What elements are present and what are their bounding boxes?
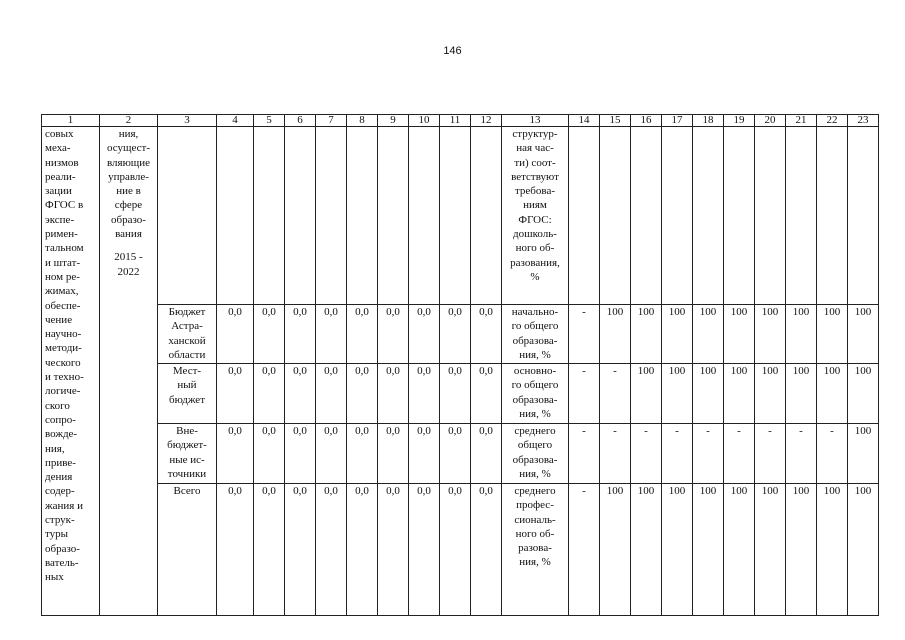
measure-description-cell: совых меха- низмов реали- зации ФГОС в экспе- римен- тальном и штат- ном ре- жимах, обеспе- чение научно- методи- ческого и техно- логиче- ского сопро- вожде- ния, приве- дения содер- жания и струк- туры образо- ватель- ных bbox=[42, 127, 100, 616]
target-value-cell: 100 bbox=[786, 305, 817, 364]
funding-value-cell: 0,0 bbox=[347, 484, 378, 616]
target-value-cell: - bbox=[786, 424, 817, 484]
table-row bbox=[42, 484, 879, 616]
funding-value-cell: 0,0 bbox=[217, 305, 254, 364]
target-value-cell: 100 bbox=[755, 364, 786, 424]
column-number: 7 bbox=[316, 115, 347, 127]
column-number: 18 bbox=[693, 115, 724, 127]
funding-value-cell: 0,0 bbox=[316, 364, 347, 424]
indicator-cell: структур- ная час- ти) соот- ветствуют требова- ниям ФГОС: дошколь- ного об- разования, % bbox=[502, 127, 569, 305]
target-value-cell: - bbox=[755, 424, 786, 484]
target-value-cell: 100 bbox=[848, 305, 879, 364]
column-number: 5 bbox=[254, 115, 285, 127]
period-text: 2015 - 2022 bbox=[114, 251, 143, 278]
target-value-cell: 100 bbox=[631, 305, 662, 364]
table-row bbox=[42, 364, 879, 424]
funding-value-cell: 0,0 bbox=[254, 424, 285, 484]
target-value-cell: 100 bbox=[662, 364, 693, 424]
funding-value-cell: 0,0 bbox=[378, 484, 409, 616]
target-value-cell: - bbox=[817, 424, 848, 484]
target-value-cell: 100 bbox=[755, 305, 786, 364]
target-value-cell: 100 bbox=[693, 484, 724, 616]
funding-value-cell: 0,0 bbox=[347, 364, 378, 424]
funding-value-cell: 0,0 bbox=[440, 305, 471, 364]
target-value-cell: 100 bbox=[848, 424, 879, 484]
funding-value-cell: 0,0 bbox=[409, 424, 440, 484]
target-value-cell: 100 bbox=[786, 484, 817, 616]
target-value-cell: 100 bbox=[600, 305, 631, 364]
funding-value-cell: 0,0 bbox=[254, 305, 285, 364]
target-value-cell: - bbox=[724, 424, 755, 484]
funding-value-cell: 0,0 bbox=[254, 484, 285, 616]
funding-value-cell: 0,0 bbox=[409, 484, 440, 616]
target-value-cell: - bbox=[662, 424, 693, 484]
funding-value-cell: 0,0 bbox=[440, 484, 471, 616]
column-number-row bbox=[42, 115, 879, 127]
target-value-cell: 100 bbox=[662, 484, 693, 616]
column-number: 20 bbox=[755, 115, 786, 127]
funding-value-cell: 0,0 bbox=[316, 305, 347, 364]
funding-value-cell: 0,0 bbox=[217, 364, 254, 424]
column-number: 16 bbox=[631, 115, 662, 127]
funding-value-cell: 0,0 bbox=[285, 484, 316, 616]
funding-value-cell: 0,0 bbox=[378, 364, 409, 424]
page-number: 146 bbox=[443, 45, 462, 57]
column-number: 21 bbox=[786, 115, 817, 127]
funding-value-cell: 0,0 bbox=[409, 364, 440, 424]
target-value-cell: - bbox=[600, 424, 631, 484]
table-row bbox=[42, 305, 879, 364]
column-number: 14 bbox=[569, 115, 600, 127]
target-value-cell: 100 bbox=[817, 484, 848, 616]
target-value-cell: - bbox=[631, 424, 662, 484]
funding-source-cell: Бюджет Астра- ханской области bbox=[158, 305, 217, 364]
column-number: 22 bbox=[817, 115, 848, 127]
funding-value-cell: 0,0 bbox=[285, 424, 316, 484]
funding-source-cell: Всего bbox=[158, 484, 217, 616]
column-number: 4 bbox=[217, 115, 254, 127]
funding-value-cell: 0,0 bbox=[316, 424, 347, 484]
indicator-cell: основно- го общего образова- ния, % bbox=[502, 364, 569, 424]
executor-text: ния, осущест- вляющие управле- ние в сфере образо- вания bbox=[106, 128, 151, 241]
indicator-cell: начально- го общего образова- ния, % bbox=[502, 305, 569, 364]
column-number: 3 bbox=[158, 115, 217, 127]
indicator-cell: среднего профес- сиональ- ного об- разова- ния, % bbox=[502, 484, 569, 616]
table-row bbox=[42, 127, 879, 305]
column-number: 19 bbox=[724, 115, 755, 127]
funding-value-cell: 0,0 bbox=[254, 364, 285, 424]
target-value-cell: - bbox=[569, 424, 600, 484]
target-value-cell: 100 bbox=[662, 305, 693, 364]
funding-source-cell: Мест- ный бюджет bbox=[158, 364, 217, 424]
funding-value-cell: 0,0 bbox=[440, 424, 471, 484]
executor-cell bbox=[100, 127, 158, 616]
target-value-cell: 100 bbox=[693, 305, 724, 364]
funding-value-cell: 0,0 bbox=[409, 305, 440, 364]
target-value-cell: 100 bbox=[600, 484, 631, 616]
target-value-cell: 100 bbox=[631, 364, 662, 424]
target-value-cell: 100 bbox=[724, 364, 755, 424]
funding-value-cell: 0,0 bbox=[471, 305, 502, 364]
target-value-cell: 100 bbox=[848, 484, 879, 616]
column-number: 10 bbox=[409, 115, 440, 127]
target-value-cell: 100 bbox=[693, 364, 724, 424]
target-value-cell: - bbox=[693, 424, 724, 484]
funding-value-cell: 0,0 bbox=[347, 305, 378, 364]
funding-value-cell: 0,0 bbox=[217, 484, 254, 616]
indicator-cell: среднего общего образова- ния, % bbox=[502, 424, 569, 484]
funding-value-cell: 0,0 bbox=[285, 364, 316, 424]
target-value-cell: 100 bbox=[848, 364, 879, 424]
funding-value-cell: 0,0 bbox=[378, 424, 409, 484]
funding-value-cell: 0,0 bbox=[316, 484, 347, 616]
column-number: 17 bbox=[662, 115, 693, 127]
funding-source-cell: Вне- бюджет- ные ис- точники bbox=[158, 424, 217, 484]
column-number: 13 bbox=[502, 115, 569, 127]
column-number: 8 bbox=[347, 115, 378, 127]
column-number: 15 bbox=[600, 115, 631, 127]
target-value-cell: 100 bbox=[755, 484, 786, 616]
column-number: 6 bbox=[285, 115, 316, 127]
funding-value-cell: 0,0 bbox=[217, 424, 254, 484]
target-value-cell: - bbox=[569, 364, 600, 424]
column-number: 9 bbox=[378, 115, 409, 127]
target-value-cell: 100 bbox=[817, 364, 848, 424]
funding-value-cell: 0,0 bbox=[471, 364, 502, 424]
column-number: 2 bbox=[100, 115, 158, 127]
funding-value-cell: 0,0 bbox=[440, 364, 471, 424]
column-number: 12 bbox=[471, 115, 502, 127]
funding-value-cell: 0,0 bbox=[471, 484, 502, 616]
funding-value-cell: 0,0 bbox=[285, 305, 316, 364]
column-number: 23 bbox=[848, 115, 879, 127]
target-value-cell: - bbox=[600, 364, 631, 424]
target-value-cell: - bbox=[569, 484, 600, 616]
target-value-cell: - bbox=[569, 305, 600, 364]
funding-value-cell: 0,0 bbox=[378, 305, 409, 364]
column-number: 11 bbox=[440, 115, 471, 127]
target-value-cell: 100 bbox=[724, 305, 755, 364]
target-value-cell: 100 bbox=[631, 484, 662, 616]
target-value-cell: 100 bbox=[724, 484, 755, 616]
column-number: 1 bbox=[42, 115, 100, 127]
table-row bbox=[42, 424, 879, 484]
funding-value-cell: 0,0 bbox=[471, 424, 502, 484]
target-value-cell: 100 bbox=[786, 364, 817, 424]
funding-value-cell: 0,0 bbox=[347, 424, 378, 484]
target-value-cell: 100 bbox=[817, 305, 848, 364]
program-table bbox=[41, 114, 879, 616]
